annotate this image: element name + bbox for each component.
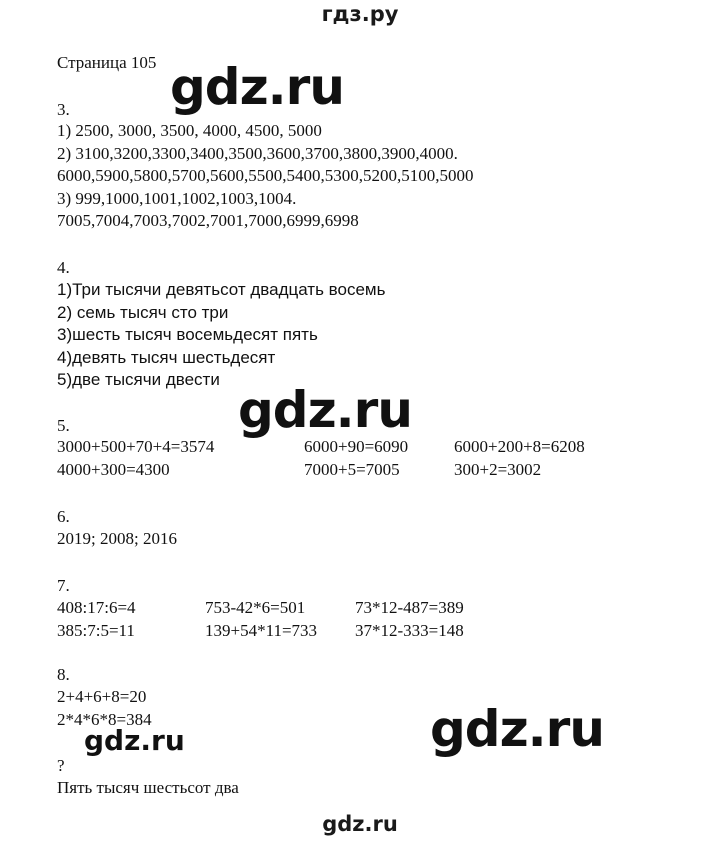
task-4-line: 4)девять тысяч шестьдесят: [57, 347, 276, 367]
task-3-line: 3) 999,1000,1001,1002,1003,1004.: [57, 188, 297, 208]
task-5-expression: 300+2=3002: [454, 459, 542, 479]
site-footer: gdz.ru: [322, 812, 398, 836]
task-4-answers: [57, 279, 385, 392]
task-5-column-3: [454, 436, 585, 481]
task-4-line: 1)Три тысячи девятьсот двадцать восемь: [57, 280, 386, 299]
task-7-expression: 408:17:6=4: [57, 598, 136, 617]
task-3-line: 2) 3100,3200,3300,3400,3500,3600,3700,3800,3900,4000.: [57, 143, 458, 163]
task-5-expression: 4000+300=4300: [57, 459, 170, 479]
task-5-column-2: [304, 436, 408, 481]
task-7-column-3: [355, 597, 464, 642]
task-5-expression: 3000+500+70+4=3574: [57, 437, 215, 456]
task-7-column-1: [57, 597, 136, 642]
task-6-answer: 2019; 2008; 2016: [57, 529, 177, 548]
question-mark: ?: [57, 756, 65, 775]
site-header: гдз.ру: [321, 2, 399, 26]
task-8-line: 2+4+6+8=20: [57, 687, 147, 706]
task-7-expression: 73*12-487=389: [355, 598, 464, 617]
task-7-expression: 753-42*6=501: [205, 598, 306, 617]
watermark-logo: gdz.ru: [430, 700, 604, 758]
task-4-line: 2) семь тысяч сто три: [57, 302, 229, 322]
task-5-expression: 6000+90=6090: [304, 437, 409, 456]
task-5-expression: 7000+5=7005: [304, 459, 400, 479]
task-7-column-2: [205, 597, 317, 642]
page-title: Страница 105: [57, 53, 157, 72]
watermark-logo: gdz.ru: [238, 381, 412, 439]
task-4-number: 4.: [57, 258, 70, 277]
task-6-number: 6.: [57, 507, 70, 526]
task-5-number: 5.: [57, 416, 70, 435]
task-7-expression: 385:7:5=11: [57, 620, 135, 640]
task-7-number: 7.: [57, 576, 70, 595]
task-8-line: 2*4*6*8=384: [57, 709, 152, 729]
watermark-logo: gdz.ru: [84, 724, 185, 757]
watermark-logo: gdz.ru: [170, 58, 344, 116]
task-3-line: 1) 2500, 3000, 3500, 4000, 4500, 5000: [57, 121, 322, 140]
task-7-expression: 37*12-333=148: [355, 620, 464, 640]
task-3-number: 3.: [57, 100, 70, 119]
task-5-column-1: [57, 436, 214, 481]
task-4-line: 5)две тысячи двести: [57, 370, 220, 389]
task-7-expression: 139+54*11=733: [205, 620, 318, 640]
task-3-answers: [57, 120, 474, 233]
task-3-line: 7005,7004,7003,7002,7001,7000,6999,6998: [57, 211, 359, 230]
task-3-line: 6000,5900,5800,5700,5600,5500,5400,5300,5200,5100,5000: [57, 166, 474, 185]
task-4-line: 3)шесть тысяч восемьдесят пять: [57, 325, 318, 344]
task-8-number: 8.: [57, 665, 70, 684]
question-answer: Пять тысяч шестьсот два: [57, 778, 239, 797]
task-5-expression: 6000+200+8=6208: [454, 437, 585, 456]
